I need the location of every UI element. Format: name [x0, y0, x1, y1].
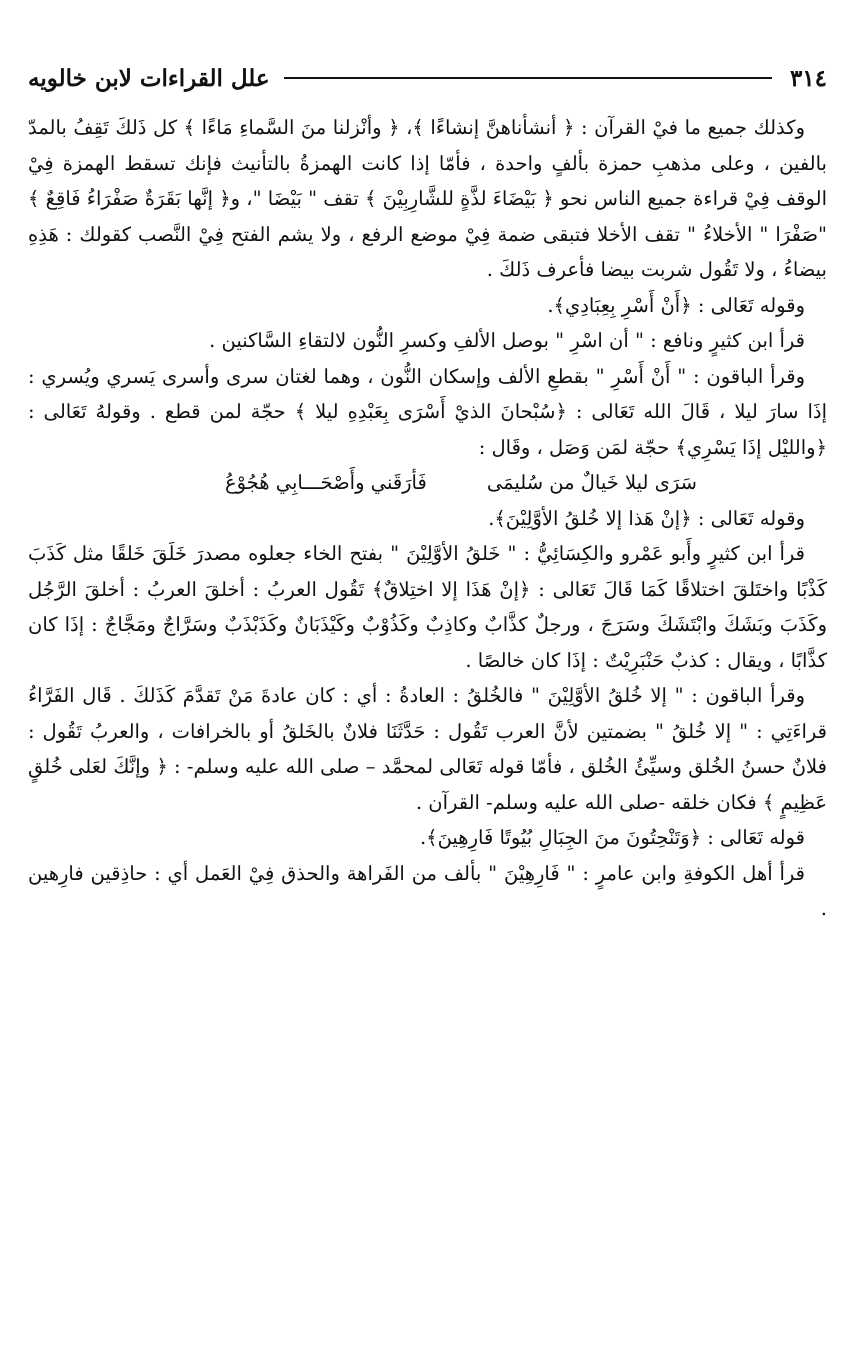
- verse-hemistich-2: فَأرَقَني وأَصْحَـــابِي هُجُوْعُ: [224, 471, 427, 494]
- document-page: [28, 58, 827, 1348]
- paragraph: وقوله تَعَالى : ﴿إنْ هَذا إلا خُلقُ الأوَّلِيْنَ﴾.: [488, 506, 805, 530]
- verse-hemistich-1: سَرَى ليلا خَيالٌ من سُليمَى: [486, 471, 697, 494]
- paragraph: قوله تَعَالى : ﴿وَتَنْحِتُونَ منَ الجِبَالِ بُيُوتًا فَارِهِينَ﴾.: [419, 826, 805, 849]
- page-header: [28, 58, 827, 98]
- paragraph: وقرأ الباقون : " إلا خُلقُ الأوَّلِيْنَ " فالخُلقُ : العادةُ : أي : كان عادةَ مَنْ تَقدَّمَ كَذَلكَ . قَال الفَرَّاءُ قراءَتِي : " إلا خُلقُ " بضمتين لأنَّ العرب تَقُول : حَدَّثَنَا فلانٌ بالخَلقُ أو بالخرافات ، والعربُ تَقُول : فلانٌ حسنُ الخُلق وسيِّئُ الخُلق ، فأمّا قوله تَعَالى لمحمَّد – صلى الله عليه وسلم- : ﴿ وإنَّكَ لعَلى خُلقٍ عَظِيمٍ ﴾ فكان خلقه -صلى الله عليه وسلم- القرآن .: [28, 684, 827, 814]
- paragraph: قرأ ابن كثيرٍ وأَبو عَمْرو والكِسَائِيُّ : " خَلقُ الأوَّلِيْنَ " بفتح الخاء جعلوه مصدرَ خَلَقَ خَلقًا مثل كَذَبَ كَذْبًا واختَلقَ اختلاقًا كَمَا قَالَ تَعَالى : ﴿إنْ هَذَا إلا اختِلاقٌ﴾ تَقُول العربُ : أخلقَ العربُ : أخلقَ الرَّجُل وكَذَبَ وبَشَكَ وابْتَشَكَ وسَرَجَ ، ورجلٌ كذَّابٌ وكاذِبٌ وكَذُوْبٌ وكَيْذَبَانٌ وكَذَبْذَبٌ وسَرَّاجٌ ومَجَّاجٌ : إذَا كان كذَّابًا ، ويقال : كذبٌ حَنْبَرِيْتٌ : إذَا كان خالصًا .: [28, 542, 827, 672]
- paragraph: قرأ ابن كثيرٍ ونافع : " أن اسْرِ " بوصل الألفِ وكسرِ النُّون لالتقاءِ السَّاكنين .: [209, 329, 805, 352]
- paragraph: وقرأ الباقون : " أَنْ أَسْرِ " بقطعِ الألف وإسكان النُّون ، وهما لغتان سرى وأسرى يَسري ويُسري : إذَا سارَ ليلا ، قَالَ الله تَعَالى : ﴿سُبْحانَ الذيْ أَسْرَى بِعَبْدِهِ ليلا ﴾ حجّة لمن قطع . وقولهُ تَعَالى : ﴿والليْل إذَا يَسْرِي﴾ حجّة لمَن وَصَل ، وقَال :: [28, 364, 827, 459]
- paragraph: وكذلك جميع ما فيْ القرآن : ﴿ أنشأناهنَّ إنشاءًا ﴾، ﴿ وأنْزلنا منَ السَّماءِ مَاءًا ﴾ كل ذَلكَ تَقِفُ بالمدّ بالفين ، وعلى مذهبِ حمزة بألفٍ واحدة ، فأمّا إذا كانت الهمزةُ بالتأنيث فإنك تسقط الهمزة فِيْ الوقف فِيْ قراءة جميع الناس نحو ﴿ بَيْضَاءَ لذَّةٍ للشَّارِبِيْنَ ﴾ تقف " بَيْضَا "، و﴿ إنَّها بَقَرَةٌ صَفْرَاءُ فَاقِعٌ ﴾ "صَفْرَا " الأخلاءُ " تقف الأخلا فتبقى ضمة فِيْ موضع الرفع ، ولا يشم الفتح فِيْ النَّصب كقولك : هَذِهِ بيضاءُ ، ولا تَقُول شربت بيضا فأعرف ذَلكَ .: [28, 116, 827, 281]
- page-number: ٣١٤: [789, 64, 827, 92]
- running-title: علل القراءات لابن خالويه: [28, 64, 270, 92]
- paragraph: قرأ أهل الكوفةِ وابن عامرٍ : " فَارِهِيْنَ " بألف من الفَراهة والحذق فِيْ العَمل أي : حاذِقين فارِهين .: [28, 861, 827, 920]
- page-body: [28, 110, 827, 927]
- header-rule: [284, 77, 772, 79]
- poetry-verse: [28, 465, 827, 501]
- paragraph: وقوله تَعَالى : ﴿أَنْ أَسْرِ بِعِبَادِي﴾.: [547, 293, 805, 317]
